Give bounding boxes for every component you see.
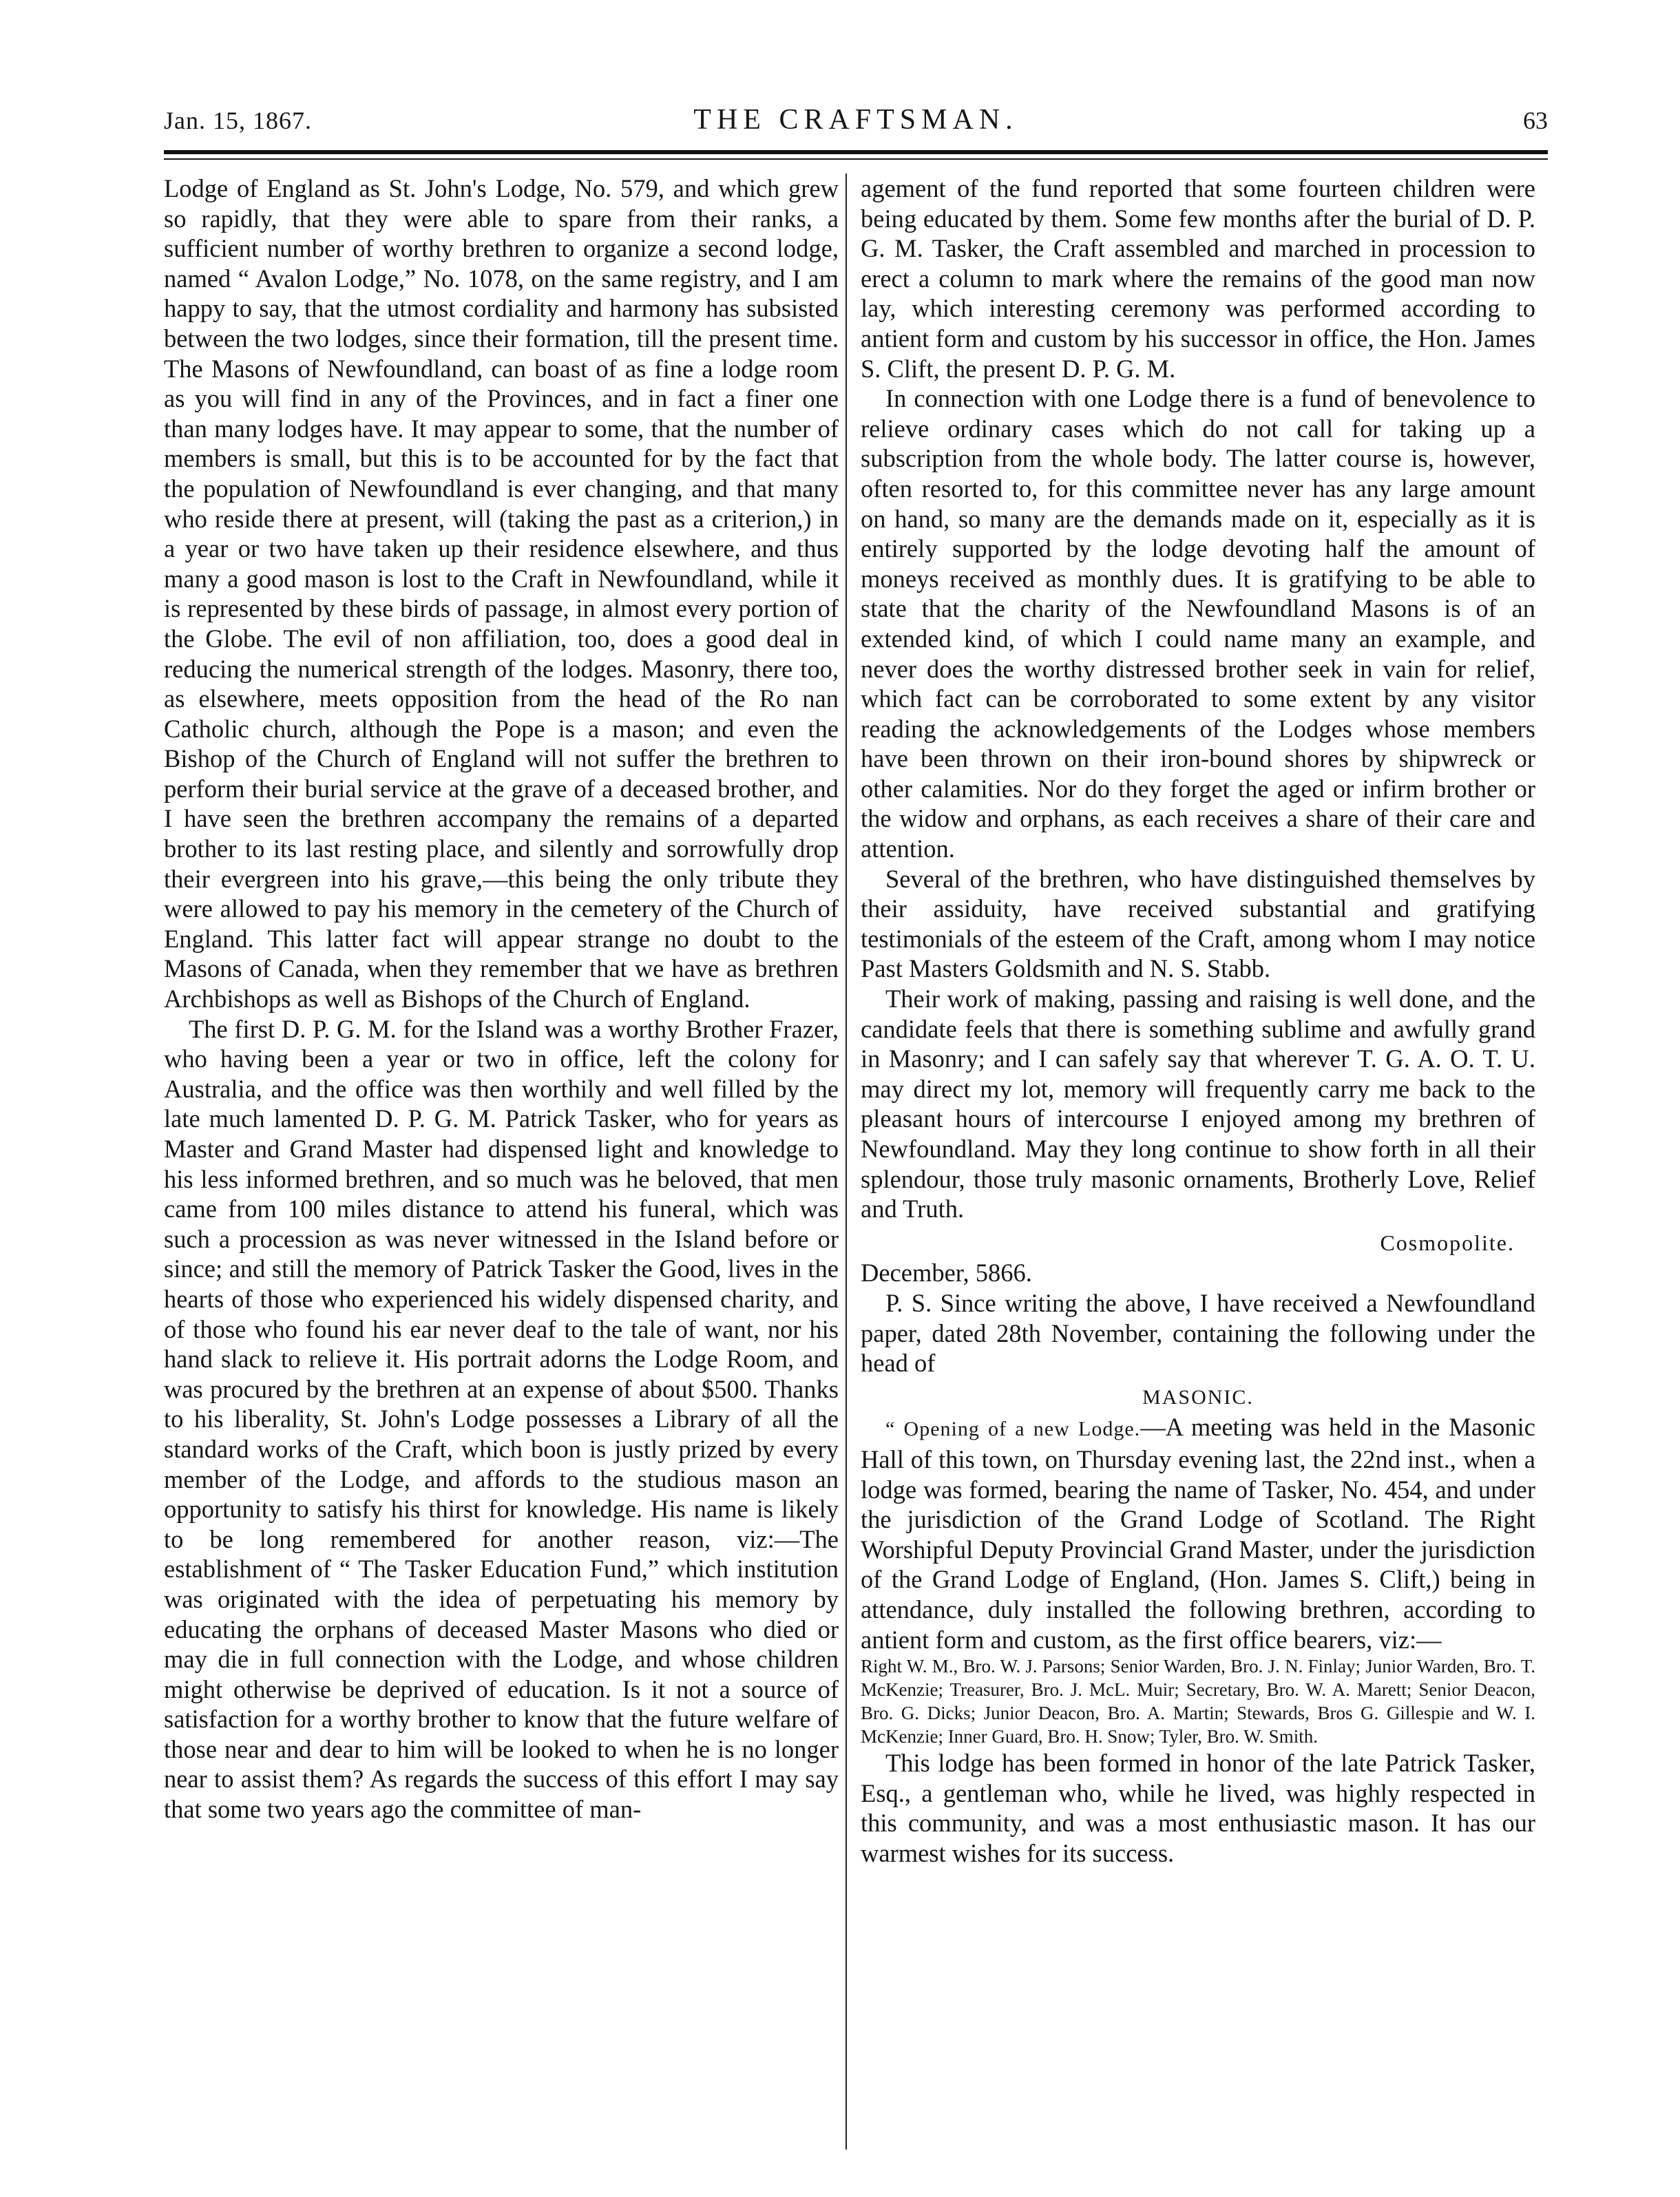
paragraph: Lodge of England as St. John's Lodge, No. 579, and which grew so rapidly, that they were able to spare from their ranks, a sufficient number of worthy brethren to organize a second lodge, named “ Avalon Lodge,” No. 1078, on the same registry, and I am happy to say, that the utmost cordiality and harmony has subsisted between the two lodges, since their formation, till the present time. The Masons of Newfoundland, can boast of as fine a lodge room as you will find in any of the Provinces, and in fact a finer one than many lodges have. It may appear to some, that the number of members is small, but this is to be accounted for by the fact that the population of Newfoundland is ever changing, and that many who reside there at present, will (taking the past as a criterion,) in a year or two have taken up their residence elsewhere, and thus many a good mason is lost to the Craft in Newfoundland, while it is represented by these birds of passage, in almost every portion of the Globe. The evil of non affiliation, too, does a good deal in reducing the numerical strength of the lodges. Masonry, there too, as elsewhere, meets opposition from the head of the Ro nan Catholic church, although the Pope is a mason; and even the Bishop of the Church of England will not suffer the brethren to perform their burial service at the grave of a deceased brother, and I have seen the brethren accompany the remains of a departed brother to its last resting place, and silently and sorrowfully drop their evergreen into his grave,—this being the only tribute they were allowed to pay his memory in the cemetery of the Church of England. This latter fact will appear strange no doubt to the Masons of Canada, when they remember that we have as brethren Archbishops as well as Bishops of the Church of England. <box>164 174 839 1013</box>
signature: Cosmopolite. <box>1380 1230 1515 1255</box>
officers-list: Right W. M., Bro. W. J. Parsons; Senior Warden, Bro. J. N. Finlay; Junior Warden, Bro. T. McKenzie; Treasurer, Bro. J. McL. Muir; Secretary, Bro. W. A. Marett; Senior Deacon, Bro. G. Dicks; Junior Deacon, Bro. A. Martin; Stewards, Bros G. Gillespie and W. I. McKenzie; Inner Guard, Bro. H. Snow; Tyler, Bro. W. Smith. <box>861 1656 1535 1747</box>
publication-title: THE CRAFTSMAN. <box>693 104 1018 136</box>
paragraph: Several of the brethren, who have distinguished themselves by their assiduity, have received substantial and gratifying testimonials of the esteem of the Craft, among whom I may notice Past Masters Goldsmith and N. S. Stabb. <box>861 864 1535 983</box>
paragraph: Their work of making, passing and raising is well done, and the candidate feels that there is something sublime and awfully grand in Masonry; and I can safely say that wherever T. G. A. O. T. U. may direct my lot, memory will frequently carry me back to the pleasant hours of intercourse I enjoyed among my brethren of Newfoundland. May they long continue to show forth in all their splendour, those truly masonic ornaments, Brotherly Love, Relief and Truth. <box>861 985 1535 1223</box>
header-rule-thick <box>164 150 1548 154</box>
left-column <box>164 174 839 2149</box>
header-rule-thin <box>164 158 1548 160</box>
issue-date: Jan. 15, 1867. <box>164 107 312 134</box>
paragraph <box>861 1412 1535 1654</box>
paragraph-body: —A meeting was held in the Masonic Hall of this town, on Thursday evening last, the 22nd inst., when a lodge was formed, bearing the name of Tasker, No. 454, and under the jurisdiction of the Grand Lodge of Scotland. The Right Worshipful Deputy Provincial Grand Master, under the jurisdiction of the Grand Lodge of England, (Hon. James S. Clift,) being in attendance, duly installed the following brethren, according to antient form and custom, as the first office bearers, viz:— <box>861 1413 1535 1654</box>
page-number: 63 <box>1523 107 1548 134</box>
paragraph: This lodge has been formed in honor of the late Patrick Tasker, Esq., a gentleman who, while he lived, was highly respected in this community, and was a most enthusiastic mason. It has our warmest wishes for its success. <box>861 1749 1535 1867</box>
column-divider <box>846 174 847 2149</box>
paragraph: agement of the fund reported that some fourteen children were being educated by them. Some few months after the burial of D. P. G. M. Tasker, the Craft assembled and marched in procession to erect a column to mark where the remains of the good man now lay, which interesting ceremony was performed according to antient form and custom by his successor in office, the Hon. James S. Clift, the present D. P. G. M. <box>861 174 1535 383</box>
right-column <box>861 174 1535 2149</box>
section-heading: MASONIC. <box>1142 1385 1254 1409</box>
paragraph: P. S. Since writing the above, I have received a Newfoundland paper, dated 28th November, containing the following under the head of <box>861 1288 1535 1378</box>
paragraph: The first D. P. G. M. for the Island was a worthy Brother Frazer, who having been a year or two in office, left the colony for Australia, and the office was then worthily and well filled by the late much lamented D. P. G. M. Patrick Tasker, who for years as Master and Grand Master had dispensed light and knowledge to his less informed brethren, and so much was he beloved, that men came from 100 miles distance to attend his funeral, which was such a procession as was never witnessed in the Island before or since; and still the memory of Patrick Tasker the Good, lives in the hearts of those who experienced his widely dispensed charity, and of those who found his ear never deaf to the tale of want, nor his hand slack to relieve it. His portrait adorns the Lodge Room, and was procured by the brethren at an expense of about $500. Thanks to his liberality, St. John's Lodge possesses a Library of all the standard works of the Craft, which boon is justly prized by every member of the Lodge, and affords to the studious mason an opportunity to satisfy his thirst for knowledge. His name is likely to be long remembered for another reason, viz:—The establishment of “ The Tasker Education Fund,” which institution was originated with the idea of perpetuating his memory by educating the orphans of deceased Master Masons who died or may die in full connection with the Lodge, and whose children might otherwise be deprived of education. Is it not a source of satisfaction for a worthy brother to know that the future welfare of those near and dear to him will be looked to when he is no longer near to assist them? As regards the success of this effort I may say that some two years ago the committee of man- <box>164 1014 839 1824</box>
paragraph-lead: “ Opening of a new Lodge. <box>885 1418 1141 1441</box>
running-header <box>164 102 1548 143</box>
paragraph: In connection with one Lodge there is a fund of benevolence to relieve ordinary cases which do not call for taking up a subscription from the whole body. The latter course is, however, often resorted to, for this committee never has any large amount on hand, so many are the demands made on it, especially as it is entirely supported by the lodge devoting half the amount of moneys received as monthly dues. It is gratifying to be able to state that the charity of the Newfoundland Masons is of an extended kind, of which I could name many an example, and never does the worthy distressed brother seek in vain for relief, which fact can be corroborated to some extent by any visitor reading the acknowledgements of the Lodges whose members have been thrown on their iron-bound shores by shipwreck or other calamities. Nor do they forget the aged or infirm brother or the widow and orphans, as each receives a share of their care and attention. <box>861 384 1535 863</box>
dateline: December, 5866. <box>861 1259 1032 1287</box>
